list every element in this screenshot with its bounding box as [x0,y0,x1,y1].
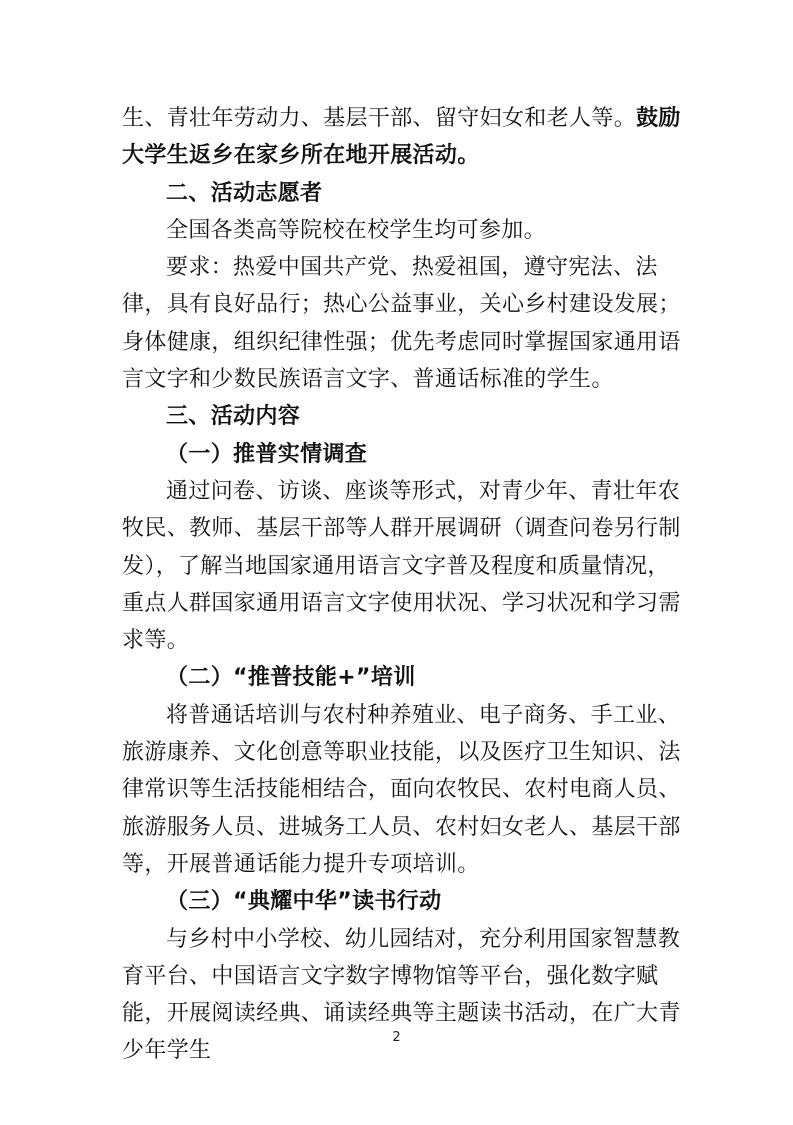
section-heading-volunteers: 二、活动志愿者 [166,180,323,206]
subheading-training: （二）“推普技能+”培训 [166,665,416,691]
paragraph-text: 生、青壮年劳动力、基层干部、留守妇女和老人等。 [122,106,637,131]
page-number: 2 [392,1030,401,1045]
paragraph-eligibility: 全国各类高等院校在校学生均可参加。 [166,217,546,243]
paragraph-survey: 通过问卷、访谈、座谈等形式，对青少年、青壮年农牧民、教师、基层干部等人群开展调研（调查问卷另行制发），了解当地国家通用语言文字普及程度和质量情况，重点人群国家通用语言文字使用状况、学习状况和学习需求等。 [122,478,681,654]
subheading-survey: （一）推普实情调查 [166,441,368,467]
document-body [122,100,682,1070]
paragraph-training: 将普通话培训与农村种养殖业、电子商务、手工业、旅游康养、文化创意等职业技能，以及医疗卫生知识、法律常识等生活技能相结合，面向农牧民、农村电商人员、旅游服务人员、进城务工人员、农村妇女老人、基层干部等，开展普通话能力提升专项培训。 [122,702,681,877]
paragraph-reading: 与乡村中小学校、幼儿园结对，充分利用国家智慧教育平台、中国语言文字数字博物馆等平台，强化数字赋能，开展阅读经典、诵读经典等主题读书活动，在广大青少年学生 [122,926,681,1064]
subheading-reading: （三）“典耀中华”读书行动 [166,889,442,915]
section-heading-content: 三、活动内容 [166,404,301,430]
paragraph-requirements: 要求：热爱中国共产党、热爱祖国，遵守宪法、法律，具有良好品行；热心公益事业，关心乡村建设发展；身体健康，组织纪律性强；优先考虑同时掌握国家通用语言文字和少数民族语言文字、普通话标准的学生。 [122,255,681,393]
paragraph-continuation [122,100,682,175]
emphasis-text: 鼓励大学生返乡在家乡所在地开展活动。 [122,106,681,169]
